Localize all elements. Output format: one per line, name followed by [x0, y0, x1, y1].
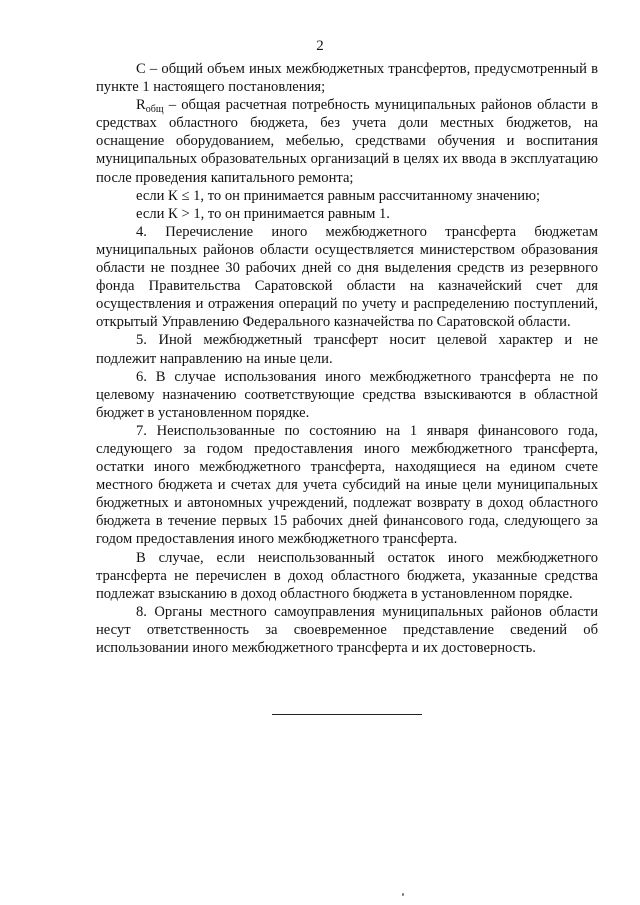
scan-speck	[402, 893, 404, 896]
page-number: 2	[316, 38, 324, 54]
paragraph-r-definition	[96, 96, 598, 186]
r-definition-text: – общая расчетная потребность муниципальных районов области в средствах областного бюджета, без учета доли местных бюджетов, на оснащение оборудованием, мебелью, средствами обучения и воспитания муниципальных образовательных организаций в целях их ввода в эксплуатацию после проведения капитального ремонта;	[96, 97, 598, 186]
paragraph-item-6: 6. В случае использования иного межбюджетного трансферта не по целевому назначению соответствующие средства взыскиваются в областной бюджет в установленном порядке.	[96, 368, 598, 421]
paragraph-c-definition: С – общий объем иных межбюджетных трансфертов, предусмотренный в пункте 1 настоящего постановления;	[96, 61, 598, 96]
paragraph-item-4: 4. Перечисление иного межбюджетного трансферта бюджетам муниципальных районов области осуществляется министерством образования области не позднее 30 рабочих дней со дня выделения средств из резервного фонда Правительства Саратовской области на казначейский счет для осуществления и отражения операций по учету и распределению поступлений, открытый Управлению Федерального казначейства по Саратовской области.	[96, 223, 598, 331]
paragraph-item-7: 7. Неиспользованные по состоянию на 1 января финансового года, следующего за годом предоставления иного межбюджетного трансферта, остатки иного межбюджетного трансферта, находящиеся на едином счете местного бюджета и счетах для учета субсидий на иные цели муниципальных бюджетных и автономных учреждений, подлежат возврату в доход областного бюджета в течение первых 15 рабочих дней финансового года, следующего за годом предоставления иного межбюджетного трансферта.	[96, 422, 598, 548]
r-symbol: R	[136, 97, 146, 114]
paragraph-item-5: 5. Иной межбюджетный трансферт носит целевой характер и не подлежит направлению на иные цели.	[96, 332, 598, 367]
paragraph-k-le-1: если К ≤ 1, то он принимается равным рассчитанному значению;	[136, 187, 541, 204]
r-subscript: общ	[145, 104, 164, 116]
closing-divider-line	[272, 714, 422, 715]
paragraph-k-gt-1: если К > 1, то он принимается равным 1.	[136, 205, 390, 222]
document-body	[96, 60, 598, 657]
paragraph-item-7-continuation: В случае, если неиспользованный остаток иного межбюджетного трансферта не перечислен в доход областного бюджета, указанные средства подлежат взысканию в доход областного бюджета в установленном порядке.	[96, 549, 598, 602]
paragraph-item-8: 8. Органы местного самоуправления муниципальных районов области несут ответственность за своевременное представление сведений об использовании иного межбюджетного трансферта и их достоверность.	[96, 603, 598, 656]
